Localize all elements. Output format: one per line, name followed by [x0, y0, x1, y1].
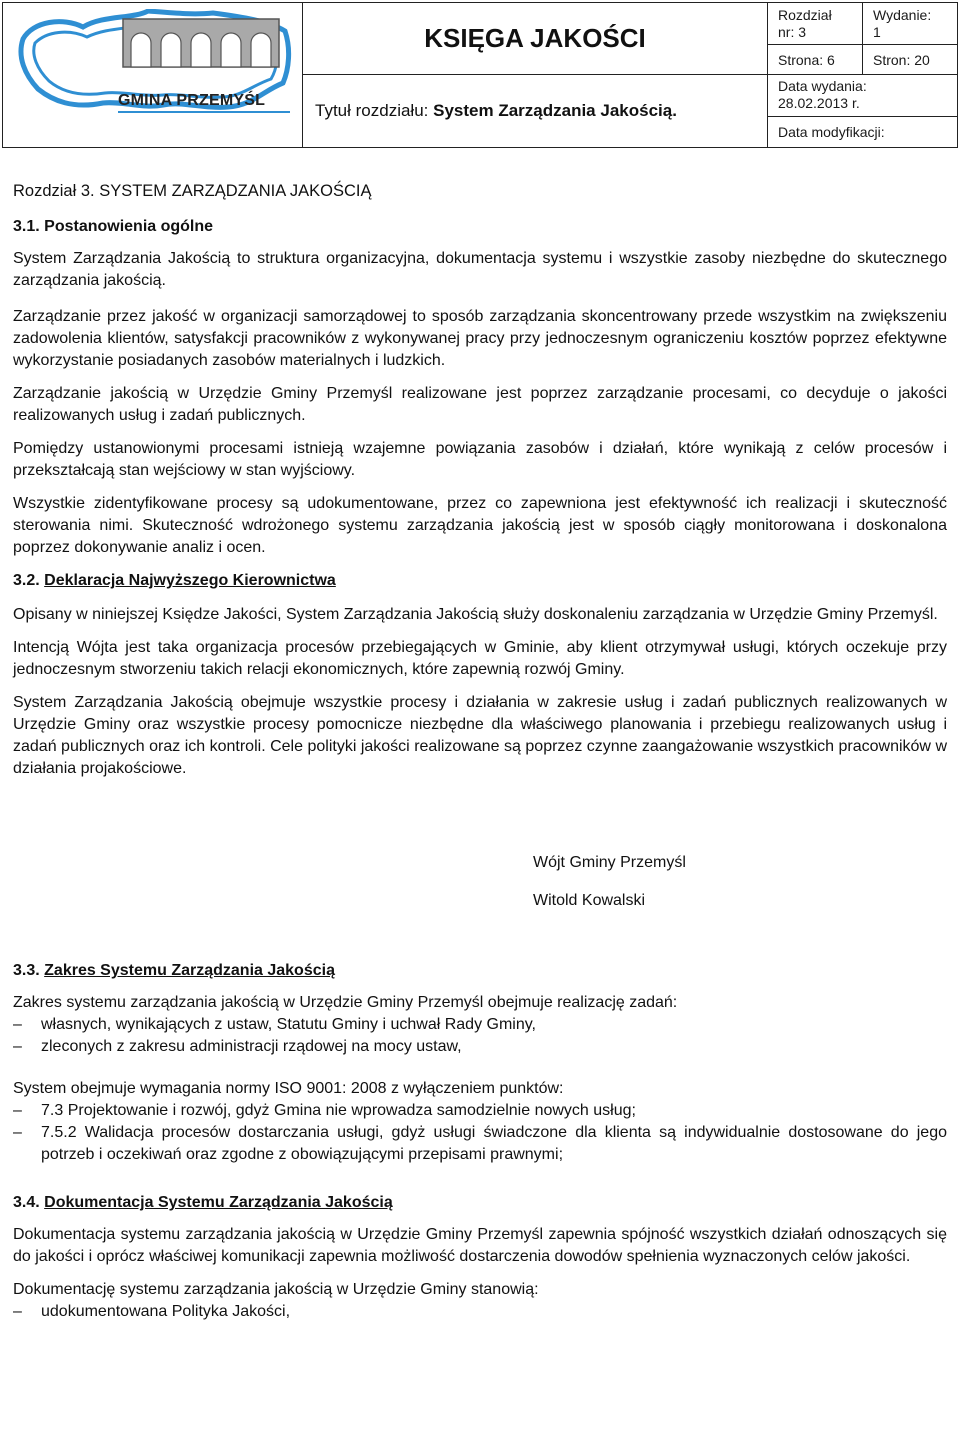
- rozdzial-label: Rozdział: [778, 7, 832, 23]
- section-heading-3-4: [13, 1192, 947, 1214]
- paragraph: Pomiędzy ustanowionymi procesami istnieją wzajemne powiązania zasobów i działań, które wynikają z celów procesów i przekształcają stan wejściowy w stan wyjściowy.: [13, 440, 947, 479]
- iso-exclusions-list: [13, 1100, 947, 1166]
- wydanie-cell: [863, 3, 957, 45]
- paragraph: Zarządzanie jakością w Urzędzie Gminy Przemyśl realizowane jest poprzez zarządzanie procesami, co decyduje o jakości realizowanych usług i zadań publicznych.: [13, 385, 947, 424]
- logo-text: GMINA PRZEMYŚL: [118, 92, 266, 109]
- data-wydania-cell: [768, 75, 957, 117]
- data-modyfikacji-label: Data modyfikacji:: [778, 124, 885, 140]
- paragraph: Dokumentację systemu zarządzania jakością w Urzędzie Gminy stanowią:: [13, 1281, 539, 1298]
- list-item: – 7.5.2 Walidacja procesów dostarczania usługi, gdyż usługi świadczone dla klienta są indywidualnie dostosowane do jego potrzeb i oczekiwań oraz zgodne z obowiązującymi przepisami prawnymi;: [13, 1122, 947, 1166]
- chapter-title: Rozdział 3. SYSTEM ZARZĄDZANIA JAKOŚCIĄ: [13, 182, 372, 200]
- signature-block: [533, 852, 793, 912]
- paragraph: Dokumentacja systemu zarządzania jakością w Urzędzie Gminy Przemyśl zapewnia spójność wszystkich działań odnoszących się do jakości i oprócz właściwej komunikacji zapewnia możliwość dostarczenia dowodów spełnienia wyznaczonych celów jakości.: [13, 1226, 947, 1265]
- logo-cell: [3, 3, 303, 147]
- data-wydania-value: 28.02.2013 r.: [778, 95, 860, 111]
- wydanie-label: Wydanie:: [873, 7, 932, 23]
- paragraph: Zarządzanie przez jakość w organizacji samorządowej to sposób zarządzania skoncentrowany przede wszystkim na zwiększeniu zadowolenia klientów, satysfakcji pracowników z wykonywanej pracy przy jednoczesnym ograniczeniu kosztów poprzez efektywne wykorzystanie posiadanych zasobów materialnych i ludzkich.: [13, 308, 947, 369]
- scope-list: [13, 1014, 947, 1058]
- list-item: – 7.3 Projektowanie i rozwój, gdyż Gmina nie wprowadza samodzielnie nowych usług;: [13, 1100, 947, 1122]
- subtitle-cell: [303, 75, 768, 147]
- chapter-subtitle: [315, 101, 759, 121]
- strona-cell: [768, 45, 863, 75]
- data-modyfikacji-cell: [768, 117, 957, 147]
- section-heading-3-3: [13, 960, 947, 982]
- subtitle-label: Tytuł rozdziału:: [315, 101, 429, 120]
- paragraph: System obejmuje wymagania normy ISO 9001: 2008 z wyłączeniem punktów:: [13, 1080, 564, 1097]
- wydanie-value: 1: [873, 24, 881, 40]
- section-number: 3.1.: [13, 218, 40, 235]
- section-title: Postanowienia ogólne: [44, 218, 214, 235]
- strona-value: Strona: 6: [778, 52, 835, 68]
- paragraph: Zakres systemu zarządzania jakością w Urzędzie Gminy Przemyśl obejmuje realizację zadań:: [13, 994, 678, 1011]
- document-body: [13, 180, 947, 1323]
- stron-cell: [863, 45, 957, 75]
- signature-name: Witold Kowalski: [533, 892, 646, 909]
- section-number: 3.4.: [13, 1194, 40, 1211]
- rozdzial-cell: [768, 3, 863, 45]
- section-title: Dokumentacja Systemu Zarządzania Jakością: [44, 1194, 393, 1211]
- document-title: KSIĘGA JAKOŚCI: [424, 23, 646, 53]
- paragraph: Intencją Wójta jest taka organizacja procesów przebiegających w Gminie, aby klient otrzymywał usługi, których oczekuje przy jednoczesnym stworzeniu takich relacji ekonomicznych, które zapewnią rozwój Gminy.: [13, 639, 947, 678]
- paragraph: System Zarządzania Jakością obejmuje wszystkie procesy i działania w zakresie usług i zadań publicznych realizowanych w Urzędzie Gminy oraz wszystkie procesy pomocnicze niezbędne dla właściwego planowania i przebiegu realizowanych usług i zadań publicznych oraz ich kontroli. Cele polityki jakości realizowane są poprzez czynne zaangażowanie wszystkich pracowników w działania projakościowe.: [13, 694, 947, 777]
- section-title: Zakres Systemu Zarządzania Jakością: [44, 962, 335, 979]
- section-title: Deklaracja Najwyższego Kierownictwa: [44, 572, 336, 589]
- signature-role: Wójt Gminy Przemyśl: [533, 854, 686, 871]
- section-number: 3.3.: [13, 962, 40, 979]
- rozdzial-value: nr: 3: [778, 24, 807, 40]
- data-wydania-label: Data wydania:: [778, 78, 867, 94]
- documentation-list: [13, 1301, 947, 1323]
- document-header: [2, 2, 958, 148]
- list-item: – własnych, wynikających z ustaw, Statutu Gminy i uchwał Rady Gminy,: [13, 1014, 947, 1036]
- title-cell: [303, 3, 768, 75]
- paragraph: System Zarządzania Jakością to struktura organizacyjna, dokumentacja systemu i wszystkie zasoby niezbędne do skutecznego zarządzania jakością.: [13, 250, 947, 289]
- paragraph: Wszystkie zidentyfikowane procesy są udokumentowane, przez co zapewniona jest efektywność ich realizacji i skuteczność sterowania nimi. Skuteczność wdrożonego systemu zarządzania jakością jest w sposób ciągły monitorowana i doskonalona poprzez dokonywanie analiz i ocen.: [13, 495, 947, 556]
- paragraph: Opisany w niniejszej Księdze Jakości, System Zarządzania Jakością służy doskonaleniu zarządzania w Urzędzie Gminy Przemyśl.: [13, 606, 938, 623]
- list-item: – zleconych z zakresu administracji rządowej na mocy ustaw,: [13, 1036, 947, 1058]
- subtitle-value: System Zarządzania Jakością.: [433, 101, 677, 120]
- section-heading-3-1: [13, 216, 947, 238]
- section-heading-3-2: [13, 570, 947, 592]
- section-number: 3.2.: [13, 572, 40, 589]
- stron-value: Stron: 20: [873, 52, 930, 68]
- list-item: – udokumentowana Polityka Jakości,: [13, 1301, 947, 1323]
